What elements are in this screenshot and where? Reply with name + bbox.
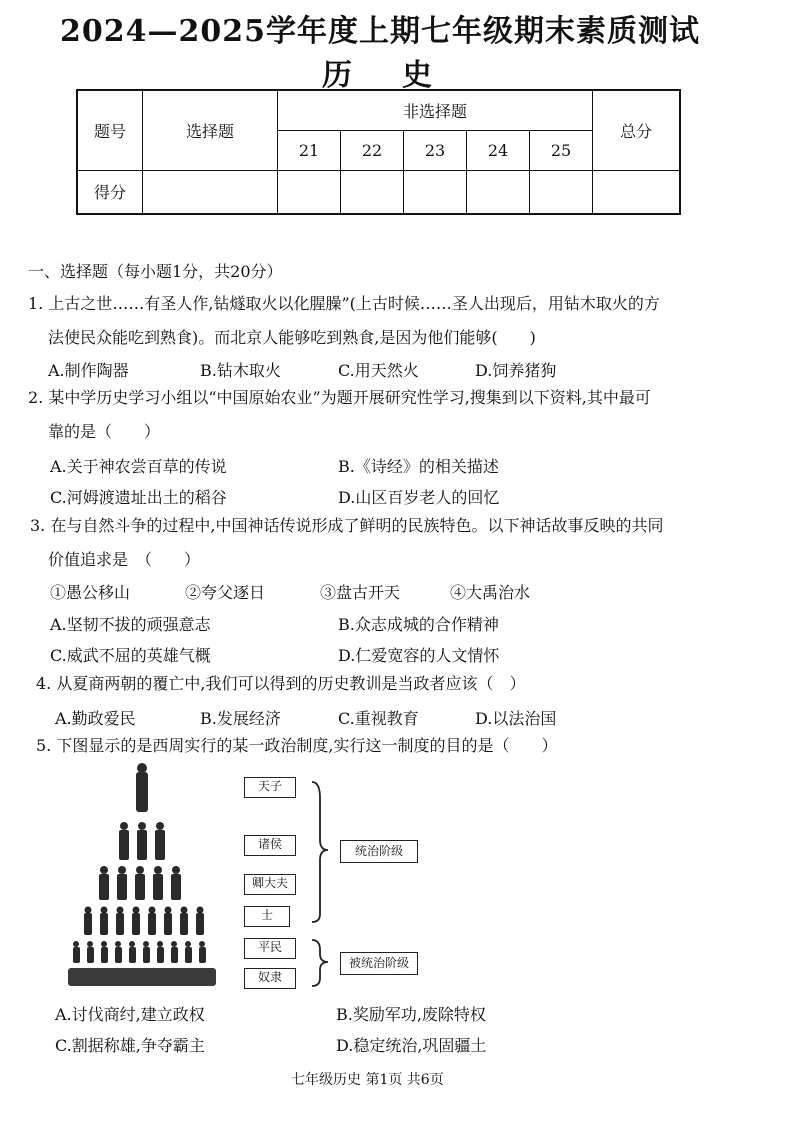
subject-title: [322, 50, 438, 94]
q2-option-b[interactable]: B.《诗经》的相关描述: [338, 457, 499, 476]
q2-option-c[interactable]: C.河姆渡遗址出土的稻谷: [50, 488, 227, 507]
col-22: 22: [341, 130, 404, 170]
q2-option-a[interactable]: A.关于神农尝百草的传说: [50, 457, 227, 476]
q3-option-d[interactable]: D.仁爱宽容的人文情怀: [338, 646, 500, 665]
brace-icons: [310, 778, 332, 992]
q3-option-a[interactable]: A.坚韧不拔的顽强意志: [50, 615, 211, 634]
q1-line-2: 法使民众能吃到熟食)。而北京人能够吃到熟食,是因为他们能够( ): [48, 328, 536, 347]
col-21: 21: [278, 130, 341, 170]
rank-box-qingdafu: 卿大夫: [244, 874, 296, 895]
ruled-brace-icon: [312, 940, 328, 986]
rank-box-nuli: 奴隶: [244, 968, 296, 989]
exam-title: 2024—2025学年度上期七年级期末素质测试: [60, 14, 700, 49]
row-label-number: 题号: [77, 90, 143, 170]
rank-box-tianzi: 天子: [244, 777, 296, 798]
subject-char-2: 史: [402, 58, 432, 93]
q1-option-c[interactable]: C.用天然火: [338, 361, 419, 380]
col-23: 23: [404, 130, 467, 170]
rank-box-pingmin: 平民: [244, 938, 296, 959]
q5-option-a[interactable]: A.讨伐商纣,建立政权: [55, 1005, 205, 1024]
q3-option-b[interactable]: B.众志成城的合作精神: [338, 615, 499, 634]
col-choice: 选择题: [143, 90, 278, 170]
score-table: [76, 89, 681, 215]
score-cell-24[interactable]: [467, 170, 530, 214]
q4-option-b[interactable]: B.发展经济: [200, 709, 281, 728]
row-label-score: 得分: [77, 170, 143, 214]
enfeoffment-pyramid-figure: [62, 760, 222, 990]
q5-option-c[interactable]: C.割据称雄,争夺霸主: [55, 1036, 205, 1055]
q4-option-a[interactable]: A.勤政爱民: [55, 709, 136, 728]
q3-item-4: ④大禹治水: [450, 583, 531, 602]
q4-line-1: 4. 从夏商两朝的覆亡中,我们可以得到的历史教训是当政者应该（ ）: [36, 674, 526, 693]
q5-option-d[interactable]: D.稳定统治,巩固疆土: [336, 1036, 487, 1055]
q3-item-3: ③盘古开天: [320, 583, 401, 602]
col-non-choice: 非选择题: [278, 90, 593, 130]
q1-option-b[interactable]: B.钻木取火: [200, 361, 281, 380]
q3-line-2: 价值追求是 （ ）: [48, 550, 201, 569]
q2-line-2: 靠的是（ ）: [48, 422, 161, 441]
q2-line-1: 2. 某中学历史学习小组以“中国原始农业”为题开展研究性学习,搜集到以下资料,其中最可: [28, 388, 651, 407]
q1-line-1: 1. 上古之世……有圣人作,钻燧取火以化腥臊”(上古时候……圣人出现后，用钻木取火的方: [28, 294, 660, 313]
score-cell-21[interactable]: [278, 170, 341, 214]
score-cell-23[interactable]: [404, 170, 467, 214]
q4-option-c[interactable]: C.重视教育: [338, 709, 419, 728]
rank-box-zhuhou: 诸侯: [244, 835, 296, 856]
q1-option-a[interactable]: A.制作陶器: [48, 361, 129, 380]
col-25: 25: [530, 130, 593, 170]
col-24: 24: [467, 130, 530, 170]
q3-line-1: 3. 在与自然斗争的过程中,中国神话传说形成了鲜明的民族特色。以下神话故事反映的共同: [30, 516, 664, 535]
score-cell-25[interactable]: [530, 170, 593, 214]
ruled-class-box: 被统治阶级: [340, 952, 418, 975]
rank-box-shi: 士: [244, 906, 290, 927]
ruling-brace-icon: [312, 782, 328, 922]
score-cell-22[interactable]: [341, 170, 404, 214]
q3-option-c[interactable]: C.威武不屈的英雄气概: [50, 646, 211, 665]
section-heading: 一、选择题（每小题1分，共20分）: [28, 262, 283, 281]
q3-item-1: ①愚公移山: [50, 583, 131, 602]
q2-option-d[interactable]: D.山区百岁老人的回忆: [338, 488, 500, 507]
q1-option-d[interactable]: D.饲养猪狗: [475, 361, 557, 380]
score-cell-total[interactable]: [593, 170, 681, 214]
q5-option-b[interactable]: B.奖励军功,废除特权: [336, 1005, 486, 1024]
ruling-class-box: 统治阶级: [340, 840, 418, 863]
q4-option-d[interactable]: D.以法治国: [475, 709, 557, 728]
score-cell-choice[interactable]: [143, 170, 278, 214]
subject-char-1: 历: [322, 58, 352, 93]
col-total: 总分: [593, 90, 681, 170]
q3-item-2: ②夸父逐日: [185, 583, 266, 602]
page-footer: 七年级历史 第1页 共6页: [291, 1072, 444, 1088]
q5-line-1: 5. 下图显示的是西周实行的某一政治制度,实行这一制度的目的是（ ）: [36, 736, 558, 755]
